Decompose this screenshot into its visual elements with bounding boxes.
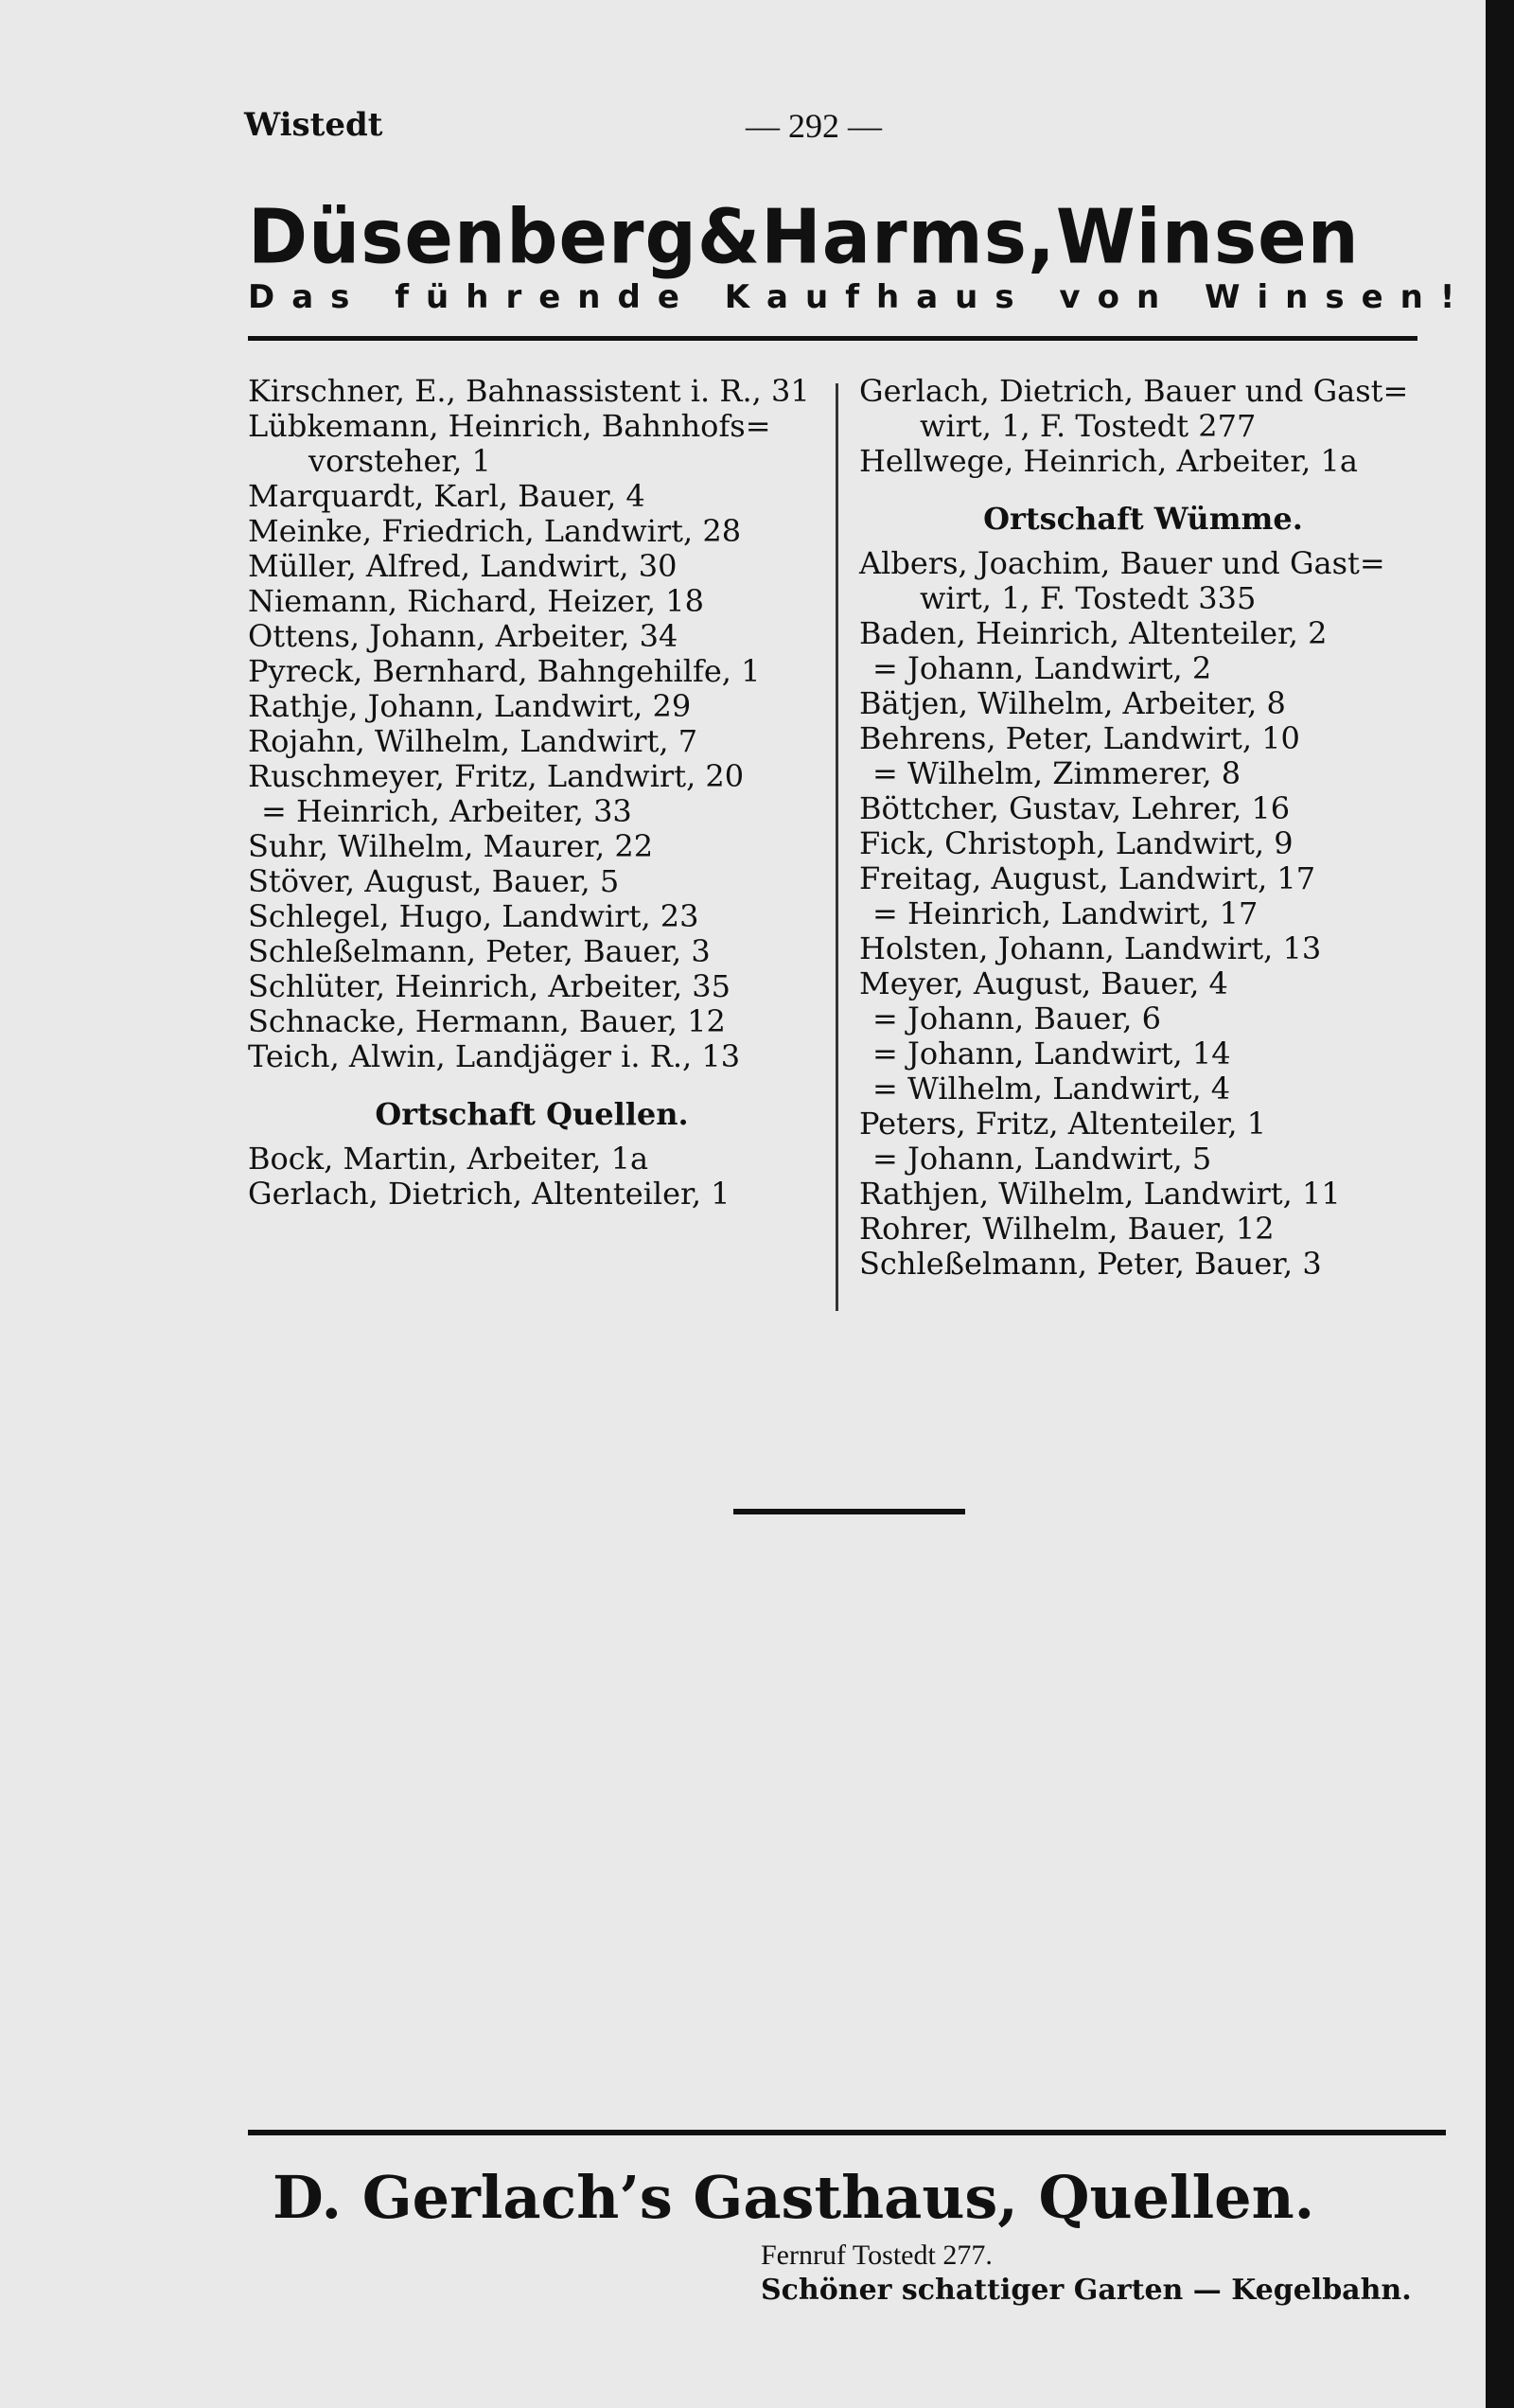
directory-entry: Hellwege, Heinrich, Arbeiter, 1a	[859, 443, 1358, 479]
directory-entry: = Heinrich, Arbeiter, 33	[261, 793, 632, 829]
directory-entry: Holsten, Johann, Landwirt, 13	[859, 930, 1322, 966]
directory-entry: Niemann, Richard, Heizer, 18	[248, 583, 704, 619]
directory-entry: Böttcher, Gustav, Lehrer, 16	[859, 790, 1291, 826]
left-column	[248, 374, 816, 1212]
advertisement-rule	[248, 336, 1417, 341]
directory-entry: Meyer, August, Bauer, 4	[859, 965, 1228, 1001]
advertisement-slogan: Das führende Kaufhaus von Winsen!	[248, 278, 1472, 316]
advertisement-phone: Fernruf Tostedt 277.	[761, 2240, 993, 2271]
directory-entry: Peters, Fritz, Altenteiler, 1	[859, 1106, 1267, 1142]
directory-entry-continuation: vorsteher, 1	[308, 443, 491, 479]
directory-entry: = Wilhelm, Landwirt, 4	[872, 1071, 1231, 1107]
directory-entry: Ottens, Johann, Arbeiter, 34	[248, 618, 678, 654]
directory-entry: Bock, Martin, Arbeiter, 1a	[248, 1141, 649, 1177]
directory-entry: Meinke, Friedrich, Landwirt, 28	[248, 513, 742, 549]
advertisement-gasthaus-title: D. Gerlach’s Gasthaus, Quellen.	[273, 2163, 1315, 2232]
directory-entry: Müller, Alfred, Landwirt, 30	[248, 548, 678, 584]
directory-entry: Baden, Heinrich, Altenteiler, 2	[859, 615, 1328, 651]
advertisement-company-name: Düsenberg&Harms,Winsen	[248, 191, 1360, 281]
directory-entry: = Heinrich, Landwirt, 17	[872, 895, 1259, 931]
directory-entry: = Johann, Landwirt, 5	[872, 1141, 1212, 1177]
section-heading: Ortschaft Quellen.	[375, 1096, 689, 1132]
advertisement-top	[248, 191, 1472, 316]
column-divider	[836, 383, 838, 1311]
directory-entry: Schlegel, Hugo, Landwirt, 23	[248, 898, 699, 934]
directory-entry: Ruschmeyer, Fritz, Landwirt, 20	[248, 758, 745, 794]
directory-entry: Marquardt, Karl, Bauer, 4	[248, 478, 645, 514]
directory-entry-continuation: wirt, 1, F. Tostedt 277	[920, 408, 1257, 444]
advertisement-bottom-rule	[248, 2130, 1446, 2135]
directory-entry: Suhr, Wilhelm, Maurer, 22	[248, 828, 654, 864]
directory-entry: Lübkemann, Heinrich, Bahnhofs=	[248, 408, 771, 444]
directory-entry: Bätjen, Wilhelm, Arbeiter, 8	[859, 685, 1286, 721]
section-end-rule	[733, 1509, 965, 1514]
directory-entry: Behrens, Peter, Landwirt, 10	[859, 720, 1300, 756]
directory-entry: Rathjen, Wilhelm, Landwirt, 11	[859, 1176, 1341, 1212]
directory-entry: Kirschner, E., Bahnassistent i. R., 31	[248, 373, 810, 409]
directory-entry: Gerlach, Dietrich, Bauer und Gast=	[859, 373, 1409, 409]
directory-entry: Rojahn, Wilhelm, Landwirt, 7	[248, 723, 698, 759]
directory-entry: Schnacke, Hermann, Bauer, 12	[248, 1003, 726, 1039]
advertisement-features: Schöner schattiger Garten — Kegelbahn.	[761, 2274, 1412, 2307]
directory-entry: Schleßelmann, Peter, Bauer, 3	[859, 1246, 1322, 1282]
directory-entry: = Johann, Bauer, 6	[872, 1000, 1161, 1036]
section-heading: Ortschaft Wümme.	[983, 501, 1303, 537]
directory-entry: Rathje, Johann, Landwirt, 29	[248, 688, 692, 724]
page-number: — 292 —	[746, 107, 882, 145]
directory-entry-continuation: wirt, 1, F. Tostedt 335	[920, 580, 1257, 616]
directory-entry: = Wilhelm, Zimmerer, 8	[872, 755, 1241, 791]
directory-entry: Albers, Joachim, Bauer und Gast=	[859, 545, 1385, 581]
directory-entry: Teich, Alwin, Landjäger i. R., 13	[248, 1038, 741, 1074]
directory-entry: Schleßelmann, Peter, Bauer, 3	[248, 933, 711, 969]
page-header	[244, 106, 1417, 163]
directory-entry: Gerlach, Dietrich, Altenteiler, 1	[248, 1176, 731, 1212]
right-column	[859, 374, 1427, 1282]
directory-entry: Freitag, August, Landwirt, 17	[859, 860, 1316, 896]
place-name: Wistedt	[244, 106, 383, 144]
directory-entry: Pyreck, Bernhard, Bahngehilfe, 1	[248, 653, 761, 689]
page-edge	[1486, 0, 1514, 2408]
directory-entry: Fick, Christoph, Landwirt, 9	[859, 825, 1294, 861]
directory-entry: = Johann, Landwirt, 14	[872, 1036, 1231, 1071]
directory-entry: Rohrer, Wilhelm, Bauer, 12	[859, 1211, 1275, 1247]
directory-entry: Stöver, August, Bauer, 5	[248, 863, 620, 899]
directory-entry: Schlüter, Heinrich, Arbeiter, 35	[248, 968, 731, 1004]
directory-entry: = Johann, Landwirt, 2	[872, 650, 1212, 686]
